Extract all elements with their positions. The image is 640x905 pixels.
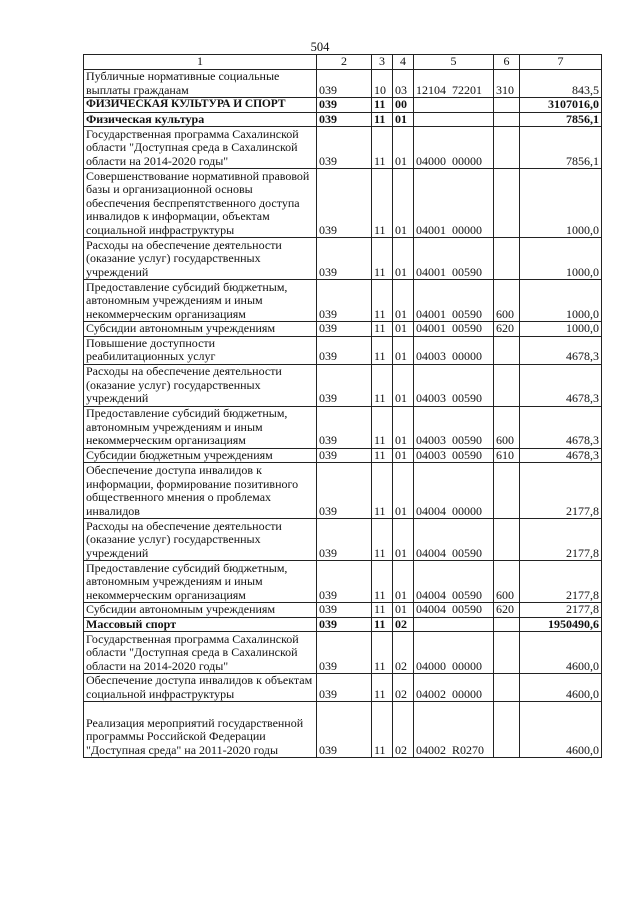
row-c4-cell: 01 (393, 561, 414, 603)
row-c5-cell (414, 617, 494, 632)
row-c2-cell: 039 (317, 336, 372, 364)
row-c6-cell: 310 (494, 70, 520, 98)
row-c5-cell: 04000 00000 (414, 127, 494, 169)
table-row (84, 463, 602, 519)
row-c2-cell: 039 (317, 603, 372, 618)
row-c6-cell (494, 336, 520, 364)
row-c5-cell (414, 98, 494, 113)
table-row (84, 98, 602, 113)
table-body (84, 70, 602, 758)
row-c6-cell: 610 (494, 448, 520, 463)
row-c6-cell (494, 674, 520, 702)
table-row (84, 561, 602, 603)
row-c3-cell: 11 (372, 280, 393, 322)
row-c6-cell (494, 617, 520, 632)
row-name-cell: Обеспечение доступа инвалидов к информации, формирование позитивного общественного мнения о проблемах инвалидов (84, 463, 317, 519)
row-c2-cell: 039 (317, 112, 372, 127)
table-row (84, 127, 602, 169)
row-c3-cell: 11 (372, 603, 393, 618)
row-c4-cell: 02 (393, 617, 414, 632)
table-row (84, 238, 602, 280)
row-name-cell: Государственная программа Сахалинской области "Доступная среда в Сахалинской области на 2014-2020 годы" (84, 632, 317, 674)
header-cell-1: 1 (84, 55, 317, 70)
row-c5-cell: 04003 00000 (414, 336, 494, 364)
row-c6-cell (494, 127, 520, 169)
row-c2-cell: 039 (317, 632, 372, 674)
header-cell-2: 2 (317, 55, 372, 70)
row-c5-cell: 04003 00590 (414, 448, 494, 463)
row-c6-cell: 620 (494, 322, 520, 337)
table-row (84, 519, 602, 561)
row-c3-cell: 10 (372, 70, 393, 98)
header-cell-7: 7 (520, 55, 602, 70)
row-c3-cell: 11 (372, 617, 393, 632)
row-name-cell: Совершенствование нормативной правовой базы и организационной основы обеспечения беспрепятственного доступа инвалидов к информации, объектам социальной инфраструктуры (84, 169, 317, 238)
row-c3-cell: 11 (372, 702, 393, 758)
row-c6-cell (494, 632, 520, 674)
table-row (84, 112, 602, 127)
row-c7-cell: 1000,0 (520, 280, 602, 322)
row-c3-cell: 11 (372, 336, 393, 364)
table-row (84, 674, 602, 702)
row-c5-cell: 04004 00000 (414, 463, 494, 519)
row-c3-cell: 11 (372, 98, 393, 113)
row-name-cell: ФИЗИЧЕСКАЯ КУЛЬТУРА И СПОРТ (84, 98, 317, 113)
table-row (84, 280, 602, 322)
table-row (84, 617, 602, 632)
row-c3-cell: 11 (372, 112, 393, 127)
row-c2-cell: 039 (317, 617, 372, 632)
row-name-cell: Расходы на обеспечение деятельности (оказание услуг) государственных учреждений (84, 519, 317, 561)
row-c6-cell: 600 (494, 561, 520, 603)
row-c2-cell: 039 (317, 364, 372, 406)
row-c3-cell: 11 (372, 322, 393, 337)
row-c5-cell: 04000 00000 (414, 632, 494, 674)
table-row (84, 169, 602, 238)
row-c2-cell: 039 (317, 702, 372, 758)
row-c7-cell: 4600,0 (520, 702, 602, 758)
row-name-cell: Предоставление субсидий бюджетным, автономным учреждениям и иным некоммерческим организациям (84, 561, 317, 603)
row-c7-cell: 2177,8 (520, 463, 602, 519)
row-c7-cell: 7856,1 (520, 112, 602, 127)
row-c2-cell: 039 (317, 70, 372, 98)
row-c4-cell: 01 (393, 169, 414, 238)
row-c3-cell: 11 (372, 519, 393, 561)
row-c6-cell (494, 364, 520, 406)
table-row (84, 364, 602, 406)
row-c3-cell: 11 (372, 674, 393, 702)
row-name-cell: Государственная программа Сахалинской области "Доступная среда в Сахалинской области на 2014-2020 годы" (84, 127, 317, 169)
row-c5-cell: 04003 00590 (414, 364, 494, 406)
row-c4-cell: 01 (393, 336, 414, 364)
row-c3-cell: 11 (372, 169, 393, 238)
row-c7-cell: 7856,1 (520, 127, 602, 169)
row-c2-cell: 039 (317, 169, 372, 238)
row-c7-cell: 1000,0 (520, 169, 602, 238)
row-c7-cell: 4678,3 (520, 364, 602, 406)
row-c3-cell: 11 (372, 632, 393, 674)
row-c7-cell: 4600,0 (520, 632, 602, 674)
row-c7-cell: 1000,0 (520, 322, 602, 337)
header-cell-3: 3 (372, 55, 393, 70)
row-c6-cell: 600 (494, 280, 520, 322)
row-c6-cell (494, 98, 520, 113)
header-cell-5: 5 (414, 55, 494, 70)
row-c7-cell: 4678,3 (520, 406, 602, 448)
row-c4-cell: 01 (393, 238, 414, 280)
header-row (84, 55, 602, 70)
row-c2-cell: 039 (317, 448, 372, 463)
row-c4-cell: 02 (393, 702, 414, 758)
row-c4-cell: 01 (393, 519, 414, 561)
table-row (84, 336, 602, 364)
row-c7-cell: 1950490,6 (520, 617, 602, 632)
table-row (84, 70, 602, 98)
row-c7-cell: 4678,3 (520, 336, 602, 364)
table-row (84, 632, 602, 674)
row-c7-cell: 4600,0 (520, 674, 602, 702)
row-c5-cell: 04001 00590 (414, 322, 494, 337)
row-name-cell: Обеспечение доступа инвалидов к объектам социальной инфраструктуры (84, 674, 317, 702)
row-c4-cell: 01 (393, 112, 414, 127)
row-c5-cell: 04001 00000 (414, 169, 494, 238)
row-c2-cell: 039 (317, 463, 372, 519)
row-c7-cell: 843,5 (520, 70, 602, 98)
row-c6-cell (494, 112, 520, 127)
row-c4-cell: 03 (393, 70, 414, 98)
row-c4-cell: 01 (393, 280, 414, 322)
row-c5-cell: 04004 00590 (414, 519, 494, 561)
row-name-cell: Предоставление субсидий бюджетным, автономным учреждениям и иным некоммерческим организациям (84, 280, 317, 322)
row-c4-cell: 01 (393, 463, 414, 519)
row-name-cell: Реализация мероприятий государственной программы Российской Федерации "Доступная среда" на 2011-2020 годы (84, 702, 317, 758)
row-name-cell: Расходы на обеспечение деятельности (оказание услуг) государственных учреждений (84, 364, 317, 406)
row-c7-cell: 2177,8 (520, 603, 602, 618)
row-name-cell: Расходы на обеспечение деятельности (оказание услуг) государственных учреждений (84, 238, 317, 280)
row-c7-cell: 3107016,0 (520, 98, 602, 113)
row-c5-cell: 04003 00590 (414, 406, 494, 448)
page-number: 504 (310, 40, 330, 54)
header-cell-4: 4 (393, 55, 414, 70)
row-c3-cell: 11 (372, 448, 393, 463)
row-c3-cell: 11 (372, 406, 393, 448)
row-c7-cell: 1000,0 (520, 238, 602, 280)
row-c2-cell: 039 (317, 127, 372, 169)
row-c6-cell (494, 169, 520, 238)
row-c5-cell: 04004 00590 (414, 561, 494, 603)
row-c5-cell: 04001 00590 (414, 238, 494, 280)
row-c4-cell: 01 (393, 127, 414, 169)
row-c7-cell: 2177,8 (520, 519, 602, 561)
row-c2-cell: 039 (317, 519, 372, 561)
row-c5-cell: 04001 00590 (414, 280, 494, 322)
row-name-cell: Субсидии бюджетным учреждениям (84, 448, 317, 463)
row-c7-cell: 4678,3 (520, 448, 602, 463)
row-name-cell: Публичные нормативные социальные выплаты гражданам (84, 70, 317, 98)
row-c4-cell: 01 (393, 406, 414, 448)
row-name-cell: Субсидии автономным учреждениям (84, 322, 317, 337)
table-row (84, 448, 602, 463)
table-row (84, 702, 602, 758)
row-c5-cell: 04002 00000 (414, 674, 494, 702)
row-c5-cell (414, 112, 494, 127)
row-name-cell: Повышение доступности реабилитационных услуг (84, 336, 317, 364)
row-c4-cell: 02 (393, 674, 414, 702)
row-c6-cell: 600 (494, 406, 520, 448)
budget-table (83, 54, 602, 758)
row-name-cell: Массовый спорт (84, 617, 317, 632)
row-c2-cell: 039 (317, 280, 372, 322)
row-c2-cell: 039 (317, 322, 372, 337)
row-c4-cell: 01 (393, 322, 414, 337)
row-c7-cell: 2177,8 (520, 561, 602, 603)
row-c2-cell: 039 (317, 98, 372, 113)
row-c4-cell: 01 (393, 364, 414, 406)
row-c2-cell: 039 (317, 238, 372, 280)
row-c5-cell: 04004 00590 (414, 603, 494, 618)
row-c4-cell: 01 (393, 448, 414, 463)
row-c2-cell: 039 (317, 561, 372, 603)
row-c4-cell: 02 (393, 632, 414, 674)
row-name-cell: Субсидии автономным учреждениям (84, 603, 317, 618)
row-c4-cell: 01 (393, 603, 414, 618)
row-c6-cell: 620 (494, 603, 520, 618)
row-c6-cell (494, 463, 520, 519)
row-name-cell: Предоставление субсидий бюджетным, автономным учреждениям и иным некоммерческим организациям (84, 406, 317, 448)
header-cell-6: 6 (494, 55, 520, 70)
row-c3-cell: 11 (372, 463, 393, 519)
row-name-cell: Физическая культура (84, 112, 317, 127)
row-c6-cell (494, 519, 520, 561)
row-c3-cell: 11 (372, 561, 393, 603)
row-c2-cell: 039 (317, 674, 372, 702)
row-c2-cell: 039 (317, 406, 372, 448)
row-c6-cell (494, 702, 520, 758)
row-c3-cell: 11 (372, 364, 393, 406)
table-row (84, 406, 602, 448)
row-c5-cell: 12104 72201 (414, 70, 494, 98)
row-c3-cell: 11 (372, 127, 393, 169)
row-c3-cell: 11 (372, 238, 393, 280)
table-row (84, 603, 602, 618)
row-c5-cell: 04002 R0270 (414, 702, 494, 758)
row-c4-cell: 00 (393, 98, 414, 113)
table-row (84, 322, 602, 337)
row-c6-cell (494, 238, 520, 280)
